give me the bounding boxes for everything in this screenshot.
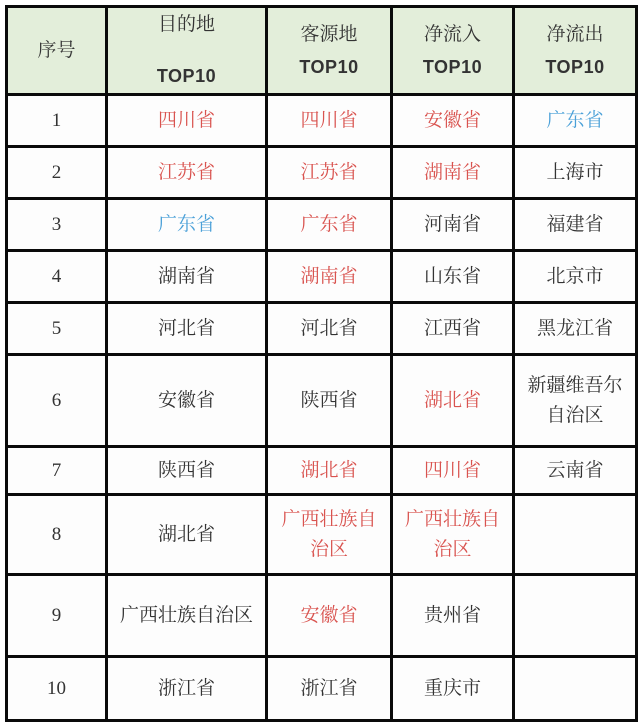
table-row [7, 199, 637, 251]
net-outflow-cell: 黑龙江省 [514, 303, 637, 355]
table-row [7, 495, 637, 575]
net-outflow-cell [514, 575, 637, 657]
col-header-net-inflow-title: 净流入 [423, 23, 481, 45]
header-row [7, 7, 637, 95]
col-header-source [267, 7, 392, 95]
net-outflow-cell [514, 495, 637, 575]
col-header-net-outflow-title: 净流出 [546, 23, 604, 45]
destination-cell: 安徽省 [107, 355, 267, 447]
source-cell: 河北省 [267, 303, 392, 355]
net-inflow-cell: 江西省 [392, 303, 514, 355]
net-outflow-cell: 上海市 [514, 147, 637, 199]
source-cell: 安徽省 [267, 575, 392, 657]
table-row [7, 147, 637, 199]
destination-cell: 广西壮族自治区 [107, 575, 267, 657]
col-header-destination [107, 7, 267, 95]
destination-cell: 湖北省 [107, 495, 267, 575]
source-cell: 广东省 [267, 199, 392, 251]
net-inflow-cell: 湖北省 [392, 355, 514, 447]
col-header-net-inflow [392, 7, 514, 95]
col-header-source-title: 客源地 [300, 23, 358, 45]
ranking-table [5, 5, 638, 722]
net-outflow-cell: 广东省 [514, 95, 637, 147]
rank-cell: 7 [7, 447, 107, 495]
source-cell: 湖南省 [267, 251, 392, 303]
source-cell: 广西壮族自治区 [267, 495, 392, 575]
net-inflow-cell: 广西壮族自治区 [392, 495, 514, 575]
table-row [7, 303, 637, 355]
table-row [7, 355, 637, 447]
table-row [7, 575, 637, 657]
destination-cell: 浙江省 [107, 657, 267, 721]
source-cell: 湖北省 [267, 447, 392, 495]
rank-cell: 5 [7, 303, 107, 355]
table-row [7, 657, 637, 721]
source-cell: 江苏省 [267, 147, 392, 199]
rank-cell: 1 [7, 95, 107, 147]
net-inflow-cell: 四川省 [392, 447, 514, 495]
net-inflow-cell: 山东省 [392, 251, 514, 303]
rank-cell: 2 [7, 147, 107, 199]
net-inflow-cell: 河南省 [392, 199, 514, 251]
destination-cell: 湖南省 [107, 251, 267, 303]
net-outflow-cell: 北京市 [514, 251, 637, 303]
table-body [7, 95, 637, 721]
rank-cell: 8 [7, 495, 107, 575]
rank-cell: 9 [7, 575, 107, 657]
net-inflow-cell: 安徽省 [392, 95, 514, 147]
col-header-net-outflow [514, 7, 637, 95]
col-header-net-outflow-subtitle: TOP10 [545, 56, 605, 77]
source-cell: 陕西省 [267, 355, 392, 447]
net-inflow-cell: 湖南省 [392, 147, 514, 199]
col-header-destination-subtitle: TOP10 [156, 66, 217, 87]
destination-cell: 江苏省 [107, 147, 267, 199]
net-outflow-cell: 新疆维吾尔自治区 [514, 355, 637, 447]
source-cell: 浙江省 [267, 657, 392, 721]
col-header-net-inflow-subtitle: TOP10 [422, 56, 483, 77]
col-header-rank [7, 7, 107, 95]
rank-cell: 3 [7, 199, 107, 251]
table-header [7, 7, 637, 95]
destination-cell: 四川省 [107, 95, 267, 147]
table-row [7, 251, 637, 303]
col-header-source-subtitle: TOP10 [299, 56, 359, 77]
net-outflow-cell [514, 657, 637, 721]
rank-cell: 10 [7, 657, 107, 721]
net-inflow-cell: 重庆市 [392, 657, 514, 721]
rank-cell: 4 [7, 251, 107, 303]
table-row [7, 95, 637, 147]
source-cell: 四川省 [267, 95, 392, 147]
destination-cell: 陕西省 [107, 447, 267, 495]
net-outflow-cell: 云南省 [514, 447, 637, 495]
col-header-rank-title: 序号 [37, 39, 76, 61]
rank-cell: 6 [7, 355, 107, 447]
net-inflow-cell: 贵州省 [392, 575, 514, 657]
destination-cell: 广东省 [107, 199, 267, 251]
col-header-destination-title: 目的地 [157, 14, 215, 35]
net-outflow-cell: 福建省 [514, 199, 637, 251]
destination-cell: 河北省 [107, 303, 267, 355]
table-row [7, 447, 637, 495]
